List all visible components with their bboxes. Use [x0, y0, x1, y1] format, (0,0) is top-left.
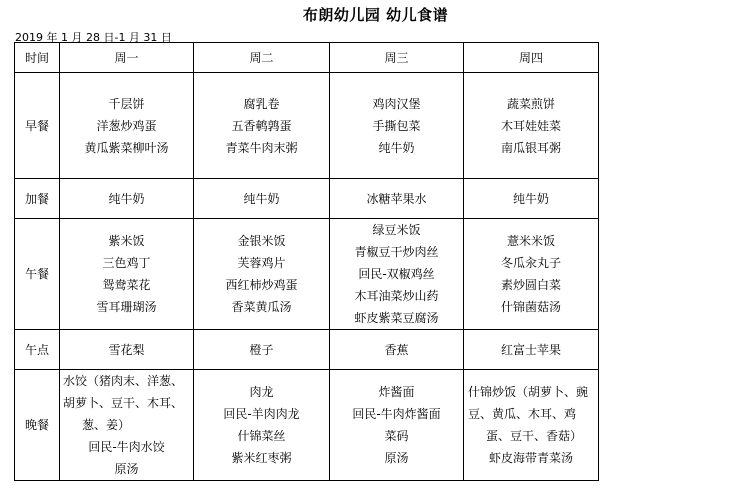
meal-row — [15, 179, 599, 219]
header-mon: 周一 — [60, 43, 194, 73]
dish-item: 鸡肉汉堡 — [372, 96, 421, 111]
menu-cell-tue — [194, 219, 330, 330]
meal-label: 晚餐 — [15, 370, 60, 481]
menu-cell-mon — [60, 219, 194, 330]
dish-item: 纯牛奶 — [512, 191, 549, 206]
meal-label: 午点 — [15, 330, 60, 370]
dish-item: 绿豆米饭 — [372, 223, 421, 237]
meal-row — [15, 330, 599, 370]
dish-item: 薏米米饭 — [506, 234, 555, 248]
dish-item: 黄瓜紫菜柳叶汤 — [84, 140, 169, 155]
dish-item: 五香鹌鹑蛋 — [231, 118, 292, 133]
meal-row — [15, 370, 599, 481]
dish-item: 青菜牛肉末粥 — [225, 140, 298, 155]
menu-cell-tue — [194, 330, 330, 370]
meal-label: 早餐 — [15, 73, 60, 179]
dish-item: 木耳娃娃菜 — [500, 118, 561, 133]
dish-item: 紫米红枣粥 — [231, 451, 292, 465]
meal-row — [15, 219, 599, 330]
dish-item: 回民-羊肉肉龙 — [223, 407, 300, 421]
dish-item: 冰糖苹果水 — [366, 191, 427, 206]
dish-item: 三色鸡丁 — [102, 256, 151, 270]
dish-item: 肉龙 — [249, 385, 274, 399]
dish-item: 葱、姜） — [82, 418, 131, 432]
dish-item: 西红柿炒鸡蛋 — [225, 278, 298, 292]
dish-item: 香蕉 — [384, 342, 409, 357]
header-time: 时间 — [15, 43, 60, 73]
meal-row — [15, 73, 599, 179]
dish-item: 豆、黄瓜、木耳、鸡 — [468, 407, 577, 421]
dish-item: 什锦菌菇汤 — [500, 300, 561, 314]
header-tue: 周二 — [194, 43, 330, 73]
menu-cell-wed — [330, 370, 464, 481]
menu-cell-wed — [330, 219, 464, 330]
dish-item: 回民-牛肉水饺 — [88, 440, 165, 454]
menu-cell-thu — [464, 330, 599, 370]
dish-item: 炸酱面 — [378, 385, 415, 399]
dish-item: 雪耳珊瑚汤 — [96, 300, 157, 314]
dish-item: 纯牛奶 — [378, 140, 415, 155]
dish-item: 回民-牛肉炸酱面 — [352, 407, 441, 421]
dish-item: 原汤 — [114, 462, 139, 476]
header-thu: 周四 — [464, 43, 599, 73]
menu-cell-thu — [464, 219, 599, 330]
dish-item: 水饺（猪肉末、洋葱、 — [63, 374, 184, 388]
dish-item: 红富士苹果 — [500, 342, 561, 357]
dish-item: 手撕包菜 — [372, 118, 421, 133]
dish-item: 回民-双椒鸡丝 — [358, 267, 435, 281]
menu-cell-tue — [194, 73, 330, 179]
dish-item: 南瓜银耳粥 — [500, 140, 561, 155]
dish-item: 虾皮海带青菜汤 — [488, 451, 573, 465]
dish-item: 香菜黄瓜汤 — [231, 300, 292, 314]
menu-cell-mon — [60, 370, 194, 481]
dish-item: 鸳鸯菜花 — [102, 278, 151, 292]
dish-item: 紫米饭 — [108, 234, 145, 248]
menu-cell-wed — [330, 179, 464, 219]
meal-label: 加餐 — [15, 179, 60, 219]
meal-label: 午餐 — [15, 219, 60, 330]
dish-item: 纯牛奶 — [243, 191, 280, 206]
menu-cell-tue — [194, 179, 330, 219]
dish-item: 纯牛奶 — [108, 191, 145, 206]
menu-cell-wed — [330, 73, 464, 179]
menu-cell-mon — [60, 73, 194, 179]
date-range: 2019 年 1 月 28 日-1 月 31 日 — [15, 31, 172, 44]
dish-item: 蔬菜煎饼 — [506, 96, 555, 111]
menu-cell-thu — [464, 370, 599, 481]
dish-item: 木耳油菜炒山药 — [354, 289, 439, 303]
header-row — [15, 43, 599, 73]
menu-table — [14, 42, 599, 481]
dish-item: 雪花梨 — [108, 342, 145, 357]
menu-cell-wed — [330, 330, 464, 370]
dish-item: 素炒圆白菜 — [500, 278, 561, 292]
dish-item: 原汤 — [384, 451, 409, 465]
dish-item: 菜码 — [384, 429, 409, 443]
menu-cell-tue — [194, 370, 330, 481]
dish-item: 千层饼 — [108, 96, 145, 111]
menu-cell-thu — [464, 179, 599, 219]
dish-item: 蛋、豆干、香菇） — [486, 429, 583, 443]
menu-cell-mon — [60, 330, 194, 370]
header-wed: 周三 — [330, 43, 464, 73]
dish-item: 芙蓉鸡片 — [237, 256, 286, 270]
dish-item: 金银米饭 — [237, 234, 286, 248]
dish-item: 青椒豆干炒肉丝 — [354, 245, 439, 259]
dish-item: 洋葱炒鸡蛋 — [96, 118, 157, 133]
dish-item: 橙子 — [249, 342, 274, 357]
dish-item: 腐乳卷 — [243, 96, 280, 111]
dish-item: 什锦炒饭（胡萝卜、豌 — [468, 385, 589, 399]
menu-cell-mon — [60, 179, 194, 219]
menu-cell-thu — [464, 73, 599, 179]
page-title: 布朗幼儿园 幼儿食谱 — [302, 6, 449, 24]
dish-item: 胡萝卜、豆干、木耳、 — [63, 396, 184, 410]
dish-item: 虾皮紫菜豆腐汤 — [354, 311, 439, 325]
dish-item: 冬瓜汆丸子 — [500, 256, 561, 270]
dish-item: 什锦菜丝 — [237, 429, 286, 443]
